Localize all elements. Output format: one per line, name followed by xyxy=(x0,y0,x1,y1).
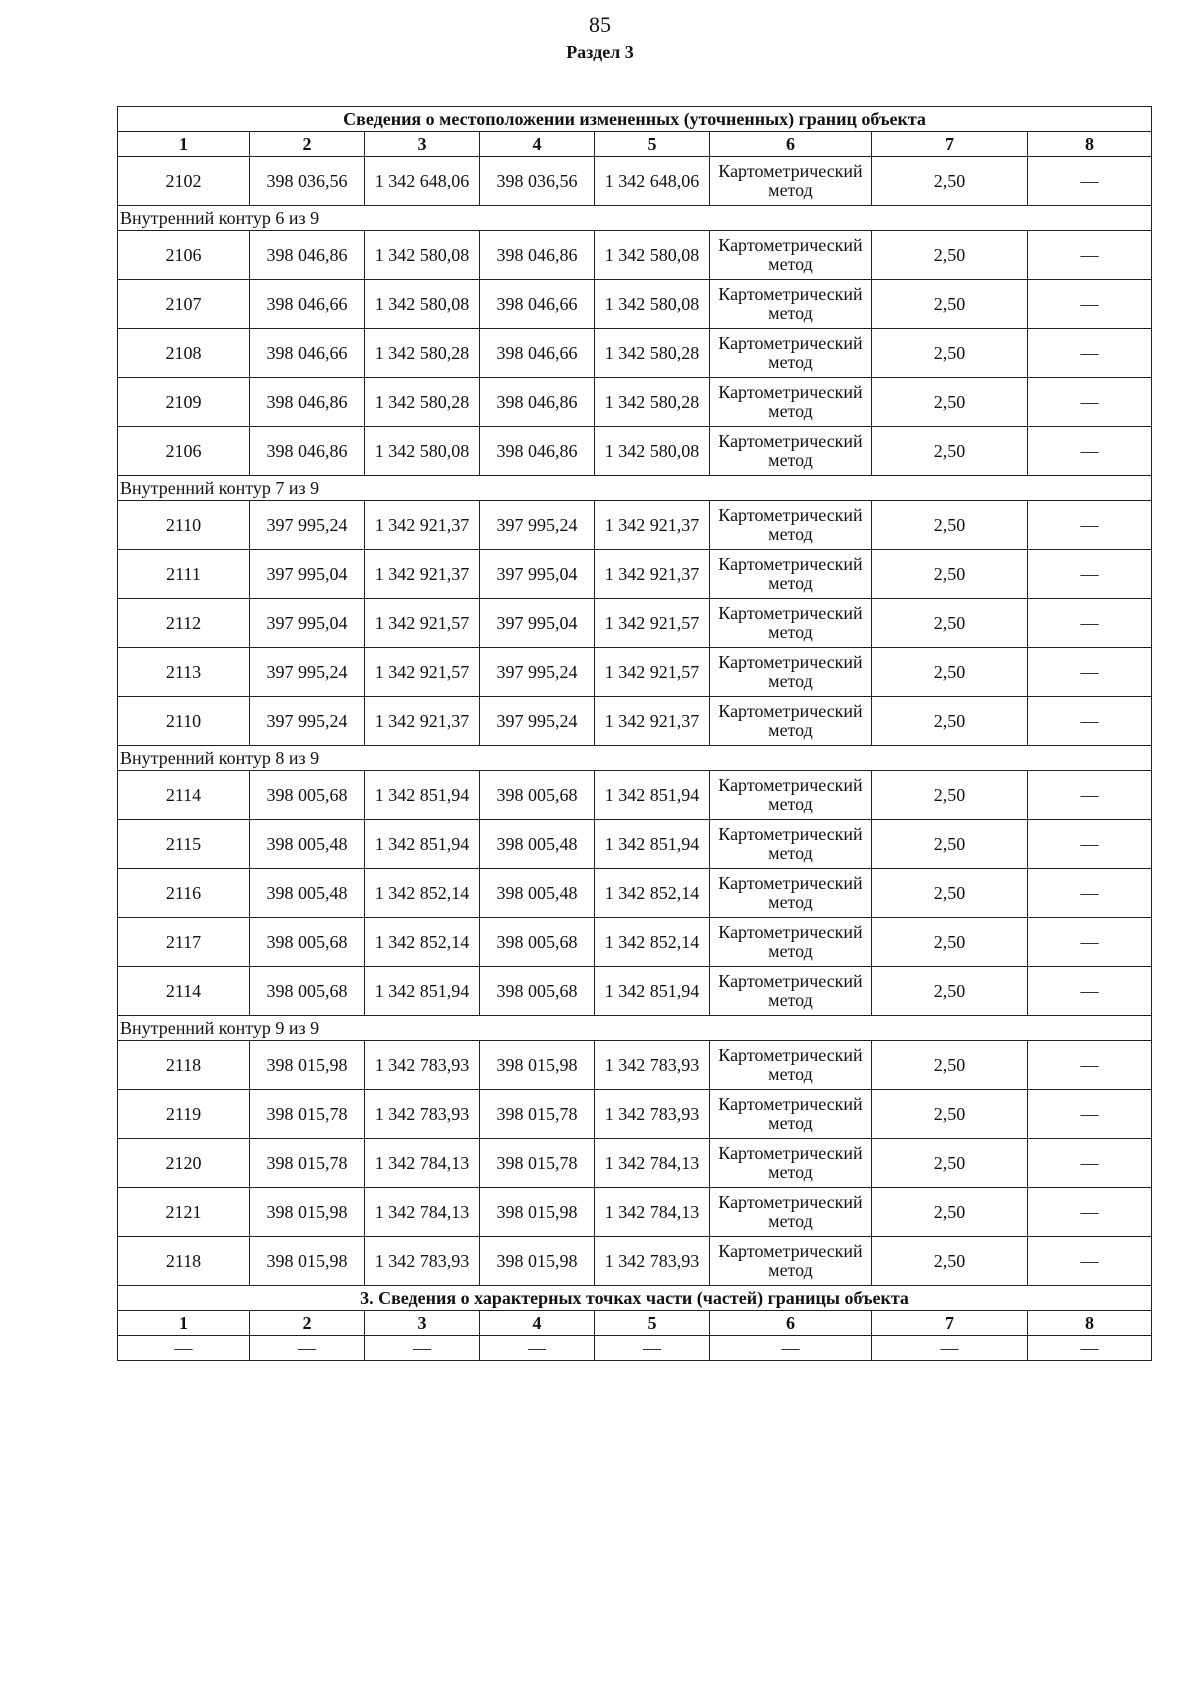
table-cell: Картометрический метод xyxy=(710,550,872,599)
table-cell: 1 342 783,93 xyxy=(595,1237,710,1286)
column-number: 7 xyxy=(872,132,1028,157)
table-cell: 398 005,68 xyxy=(250,771,365,820)
table-cell: 1 342 783,93 xyxy=(365,1041,480,1090)
table-cell: 398 046,86 xyxy=(250,231,365,280)
column-number-header xyxy=(118,1311,1152,1336)
table-cell: 2,50 xyxy=(872,1139,1028,1188)
column-number: 1 xyxy=(118,1311,250,1336)
table-cell: 1 342 851,94 xyxy=(365,820,480,869)
table-cell: 2,50 xyxy=(872,501,1028,550)
table-cell: — xyxy=(1028,501,1152,550)
table-cell: 2120 xyxy=(118,1139,250,1188)
table-cell: Картометрический метод xyxy=(710,329,872,378)
table-cell: — xyxy=(480,1336,595,1361)
column-number-header xyxy=(118,132,1152,157)
table-cell: 1 342 852,14 xyxy=(365,918,480,967)
table-cell: 1 342 783,93 xyxy=(365,1090,480,1139)
table-cell: 1 342 783,93 xyxy=(365,1237,480,1286)
table-cell: 1 342 580,08 xyxy=(365,280,480,329)
table-cell: — xyxy=(1028,231,1152,280)
table-cell: — xyxy=(872,1336,1028,1361)
table-cell: 1 342 921,57 xyxy=(595,648,710,697)
column-number: 8 xyxy=(1028,1311,1152,1336)
table-cell: 2118 xyxy=(118,1041,250,1090)
table-cell: 1 342 784,13 xyxy=(595,1188,710,1237)
table-cell: 2,50 xyxy=(872,550,1028,599)
table-cell: 398 015,98 xyxy=(480,1237,595,1286)
table-cell: 2,50 xyxy=(872,329,1028,378)
table-cell: — xyxy=(1028,967,1152,1016)
table-cell: 398 015,98 xyxy=(250,1188,365,1237)
table-cell: 398 005,48 xyxy=(250,869,365,918)
table-cell: 398 015,98 xyxy=(250,1237,365,1286)
table-cell: 2113 xyxy=(118,648,250,697)
table-cell: 1 342 648,06 xyxy=(595,157,710,206)
table-cell: Картометрический метод xyxy=(710,771,872,820)
table-cell: 1 342 921,37 xyxy=(595,550,710,599)
table-cell: 398 046,86 xyxy=(250,427,365,476)
table-cell: — xyxy=(1028,157,1152,206)
table-cell: 2,50 xyxy=(872,1237,1028,1286)
column-number: 2 xyxy=(250,1311,365,1336)
table-cell: 2,50 xyxy=(872,771,1028,820)
table-cell: 398 005,48 xyxy=(480,820,595,869)
table-cell: 1 342 783,93 xyxy=(595,1090,710,1139)
table-cell: 1 342 852,14 xyxy=(365,869,480,918)
table-cell: 1 342 580,08 xyxy=(595,231,710,280)
table-cell: 397 995,04 xyxy=(250,550,365,599)
table-row xyxy=(118,427,1152,476)
table-cell: 398 005,48 xyxy=(480,869,595,918)
table-cell: — xyxy=(1028,869,1152,918)
table-cell: Картометрический метод xyxy=(710,231,872,280)
table-cell: 398 046,86 xyxy=(480,427,595,476)
table2-title-row xyxy=(118,1286,1152,1311)
section-title: Раздел 3 xyxy=(566,42,634,62)
table-cell: 397 995,24 xyxy=(250,501,365,550)
table-cell: 398 005,68 xyxy=(250,918,365,967)
table-cell: 1 342 921,37 xyxy=(365,697,480,746)
table-cell: Картометрический метод xyxy=(710,967,872,1016)
table-cell: Картометрический метод xyxy=(710,427,872,476)
table-row xyxy=(118,1336,1152,1361)
column-number: 6 xyxy=(710,1311,872,1336)
table-cell: 1 342 784,13 xyxy=(595,1139,710,1188)
table-cell: 398 046,86 xyxy=(250,378,365,427)
table-row xyxy=(118,378,1152,427)
table-cell: Картометрический метод xyxy=(710,378,872,427)
table-cell: 2110 xyxy=(118,697,250,746)
column-number: 5 xyxy=(595,1311,710,1336)
table-cell: Картометрический метод xyxy=(710,820,872,869)
table-cell: 2106 xyxy=(118,231,250,280)
table-cell: 2,50 xyxy=(872,869,1028,918)
table-cell: — xyxy=(1028,918,1152,967)
table-cell: 2,50 xyxy=(872,1188,1028,1237)
table-cell: 398 015,78 xyxy=(480,1139,595,1188)
table-row xyxy=(118,648,1152,697)
table-cell: — xyxy=(595,1336,710,1361)
table-cell: 398 046,66 xyxy=(250,329,365,378)
table-cell: 2116 xyxy=(118,869,250,918)
table-cell: 1 342 783,93 xyxy=(595,1041,710,1090)
table-cell: 2,50 xyxy=(872,280,1028,329)
table-row xyxy=(118,967,1152,1016)
table-cell: 1 342 784,13 xyxy=(365,1188,480,1237)
table-cell: 397 995,24 xyxy=(480,697,595,746)
table-cell: Картометрический метод xyxy=(710,599,872,648)
table-cell: 1 342 921,57 xyxy=(365,599,480,648)
table-title: Сведения о местоположении измененных (уточненных) границ объекта xyxy=(118,107,1152,132)
table-cell: — xyxy=(1028,1336,1152,1361)
table-row xyxy=(118,280,1152,329)
table-cell: 1 342 851,94 xyxy=(365,967,480,1016)
table-cell: 2102 xyxy=(118,157,250,206)
table-cell: 1 342 580,28 xyxy=(365,329,480,378)
table-cell: 1 342 921,57 xyxy=(365,648,480,697)
table-cell: Картометрический метод xyxy=(710,1139,872,1188)
contour-label: Внутренний контур 8 из 9 xyxy=(118,746,1152,771)
contour-label: Внутренний контур 9 из 9 xyxy=(118,1016,1152,1041)
table-cell: 2117 xyxy=(118,918,250,967)
table-cell: 2,50 xyxy=(872,599,1028,648)
table-cell: 397 995,24 xyxy=(480,648,595,697)
table-cell: — xyxy=(118,1336,250,1361)
table-cell: — xyxy=(710,1336,872,1361)
table-cell: 398 046,66 xyxy=(480,280,595,329)
table-cell: — xyxy=(1028,1090,1152,1139)
table-cell: 1 342 784,13 xyxy=(365,1139,480,1188)
table-cell: — xyxy=(250,1336,365,1361)
table-cell: Картометрический метод xyxy=(710,1237,872,1286)
table-cell: 2110 xyxy=(118,501,250,550)
table-cell: 398 046,66 xyxy=(250,280,365,329)
table-cell: 398 005,68 xyxy=(480,918,595,967)
table-cell: 2115 xyxy=(118,820,250,869)
table-cell: 1 342 580,08 xyxy=(365,231,480,280)
table-cell: — xyxy=(1028,1237,1152,1286)
table-cell: 2114 xyxy=(118,771,250,820)
table-cell: 2114 xyxy=(118,967,250,1016)
contour-label: Внутренний контур 7 из 9 xyxy=(118,476,1152,501)
table-cell: 2121 xyxy=(118,1188,250,1237)
table-cell: — xyxy=(1028,427,1152,476)
table-cell: 1 342 851,94 xyxy=(595,771,710,820)
table-row xyxy=(118,231,1152,280)
table-cell: 398 046,66 xyxy=(480,329,595,378)
column-number: 1 xyxy=(118,132,250,157)
table-cell: — xyxy=(1028,697,1152,746)
table-cell: 1 342 921,37 xyxy=(365,550,480,599)
table-cell: 1 342 921,37 xyxy=(595,697,710,746)
table-row xyxy=(118,501,1152,550)
table-cell: — xyxy=(1028,329,1152,378)
table-cell: 397 995,24 xyxy=(480,501,595,550)
table-cell: 398 005,68 xyxy=(250,967,365,1016)
table-cell: Картометрический метод xyxy=(710,157,872,206)
table-title-row xyxy=(118,107,1152,132)
table-cell: 2118 xyxy=(118,1237,250,1286)
column-number: 4 xyxy=(480,132,595,157)
table-cell: 1 342 852,14 xyxy=(595,918,710,967)
table-cell: 1 342 580,28 xyxy=(595,329,710,378)
table-cell: 2,50 xyxy=(872,697,1028,746)
table-cell: 2,50 xyxy=(872,820,1028,869)
table-row xyxy=(118,329,1152,378)
table-cell: — xyxy=(365,1336,480,1361)
column-number: 4 xyxy=(480,1311,595,1336)
table-cell: 2109 xyxy=(118,378,250,427)
table-cell: 1 342 648,06 xyxy=(365,157,480,206)
table-cell: 398 036,56 xyxy=(250,157,365,206)
table-cell: — xyxy=(1028,550,1152,599)
table-cell: 398 005,68 xyxy=(480,967,595,1016)
table2-title: 3. Сведения о характерных точках части (частей) границы объекта xyxy=(118,1286,1152,1311)
table-cell: 397 995,04 xyxy=(480,599,595,648)
table-cell: 397 995,04 xyxy=(480,550,595,599)
table-cell: 1 342 921,37 xyxy=(365,501,480,550)
table-cell: 398 015,98 xyxy=(480,1188,595,1237)
table-cell: — xyxy=(1028,820,1152,869)
table-cell: 2,50 xyxy=(872,231,1028,280)
table-row xyxy=(118,869,1152,918)
table-cell: 397 995,24 xyxy=(250,697,365,746)
table-cell: 2,50 xyxy=(872,1090,1028,1139)
table-cell: 2,50 xyxy=(872,427,1028,476)
table-cell: — xyxy=(1028,1139,1152,1188)
table-row xyxy=(118,697,1152,746)
table-cell: 1 342 921,57 xyxy=(595,599,710,648)
table-cell: 2108 xyxy=(118,329,250,378)
table-row xyxy=(118,771,1152,820)
boundary-table xyxy=(117,106,1152,1361)
table-cell: 398 015,78 xyxy=(250,1139,365,1188)
table-cell: 2,50 xyxy=(872,157,1028,206)
table-cell: 2,50 xyxy=(872,648,1028,697)
table-cell: Картометрический метод xyxy=(710,648,872,697)
contour-row xyxy=(118,746,1152,771)
table-cell: 2,50 xyxy=(872,918,1028,967)
table-row xyxy=(118,599,1152,648)
contour-row xyxy=(118,476,1152,501)
table-row xyxy=(118,157,1152,206)
table-cell: 1 342 921,37 xyxy=(595,501,710,550)
table-cell: Картометрический метод xyxy=(710,501,872,550)
table-cell: 2106 xyxy=(118,427,250,476)
contour-row xyxy=(118,206,1152,231)
table-cell: 398 015,78 xyxy=(250,1090,365,1139)
table-row xyxy=(118,918,1152,967)
table-cell: 398 015,98 xyxy=(250,1041,365,1090)
table-cell: — xyxy=(1028,280,1152,329)
column-number: 7 xyxy=(872,1311,1028,1336)
table-row xyxy=(118,1041,1152,1090)
contour-row xyxy=(118,1016,1152,1041)
table-row xyxy=(118,550,1152,599)
table-cell: 1 342 580,08 xyxy=(365,427,480,476)
table-cell: 1 342 580,08 xyxy=(595,280,710,329)
table-cell: 2,50 xyxy=(872,1041,1028,1090)
table-cell: — xyxy=(1028,599,1152,648)
table-cell: 1 342 851,94 xyxy=(365,771,480,820)
table-cell: 398 005,48 xyxy=(250,820,365,869)
page-number: 85 xyxy=(589,12,611,37)
table-cell: 2,50 xyxy=(872,378,1028,427)
table-cell: 397 995,24 xyxy=(250,648,365,697)
column-number: 3 xyxy=(365,132,480,157)
table-row xyxy=(118,1237,1152,1286)
table-cell: 1 342 580,28 xyxy=(365,378,480,427)
table-cell: 2111 xyxy=(118,550,250,599)
column-number: 8 xyxy=(1028,132,1152,157)
table-cell: — xyxy=(1028,378,1152,427)
column-number: 2 xyxy=(250,132,365,157)
table-cell: Картометрический метод xyxy=(710,1041,872,1090)
table-row xyxy=(118,820,1152,869)
table-cell: 1 342 851,94 xyxy=(595,820,710,869)
table-cell: — xyxy=(1028,1188,1152,1237)
table-cell: Картометрический метод xyxy=(710,697,872,746)
table-cell: — xyxy=(1028,648,1152,697)
column-number: 6 xyxy=(710,132,872,157)
table-cell: 2,50 xyxy=(872,967,1028,1016)
table-cell: 2119 xyxy=(118,1090,250,1139)
column-number: 5 xyxy=(595,132,710,157)
table-cell: Картометрический метод xyxy=(710,1188,872,1237)
table-cell: Картометрический метод xyxy=(710,918,872,967)
table-cell: 397 995,04 xyxy=(250,599,365,648)
table-row xyxy=(118,1139,1152,1188)
table-cell: 1 342 580,08 xyxy=(595,427,710,476)
table-cell: 1 342 851,94 xyxy=(595,967,710,1016)
contour-label: Внутренний контур 6 из 9 xyxy=(118,206,1152,231)
table-cell: 1 342 580,28 xyxy=(595,378,710,427)
table-cell: 398 036,56 xyxy=(480,157,595,206)
table-cell: 2107 xyxy=(118,280,250,329)
table-cell: 1 342 852,14 xyxy=(595,869,710,918)
table-cell: 398 046,86 xyxy=(480,231,595,280)
table-row xyxy=(118,1188,1152,1237)
column-number: 3 xyxy=(365,1311,480,1336)
table-cell: — xyxy=(1028,1041,1152,1090)
table-cell: 398 015,78 xyxy=(480,1090,595,1139)
table-row xyxy=(118,1090,1152,1139)
table-cell: — xyxy=(1028,771,1152,820)
table-cell: 398 046,86 xyxy=(480,378,595,427)
table-cell: 2112 xyxy=(118,599,250,648)
table-cell: 398 015,98 xyxy=(480,1041,595,1090)
table-cell: Картометрический метод xyxy=(710,1090,872,1139)
table-cell: Картометрический метод xyxy=(710,280,872,329)
table-cell: Картометрический метод xyxy=(710,869,872,918)
table-cell: 398 005,68 xyxy=(480,771,595,820)
